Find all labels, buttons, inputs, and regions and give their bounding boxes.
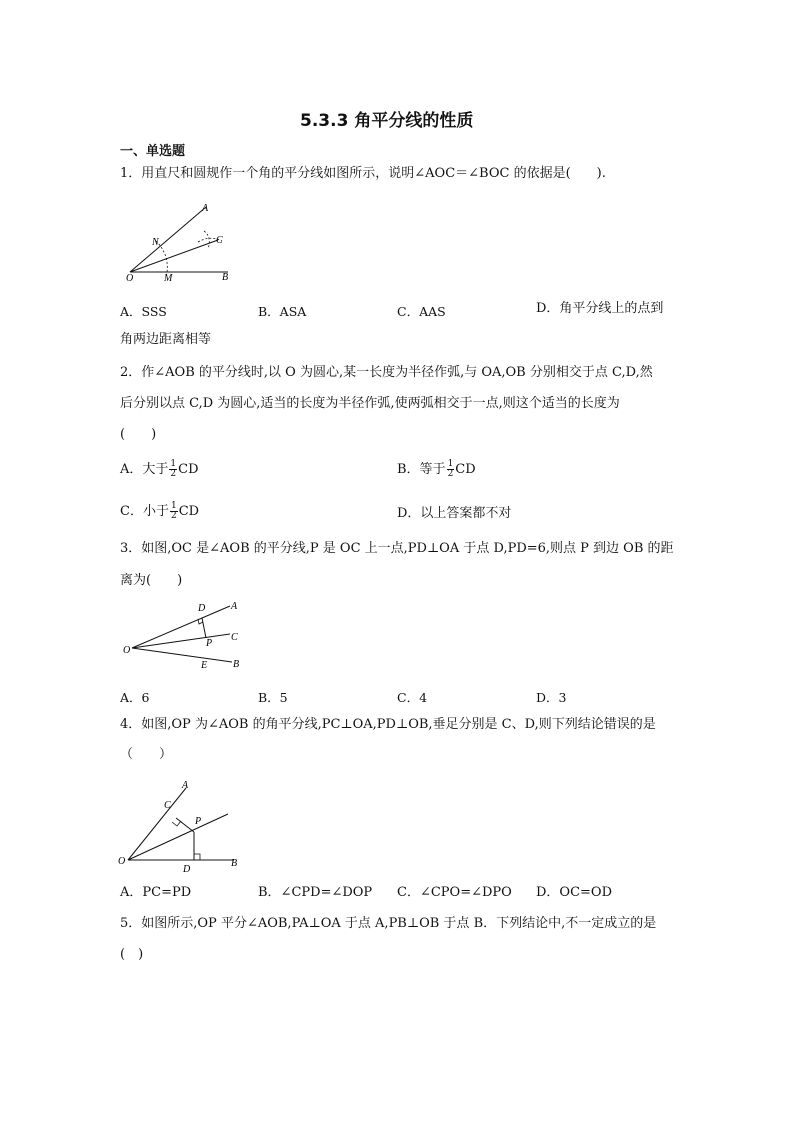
q3-label-e: E [201, 660, 208, 671]
q3-label-p: P [206, 638, 213, 649]
q5-stem-line1: 5．如图所示,OP 平分∠AOB,PA⊥OA 于点 A,PB⊥OB 于点 B．下列结论中,不一定成立的是 [120, 916, 657, 931]
q3-label-a: A [231, 601, 238, 612]
q2-stem-line3: ( ) [120, 427, 157, 442]
q4-option-b[interactable]: B．∠CPD=∠DOP [258, 885, 373, 900]
q4-stem-line1: 4．如图,OP 为∠AOB 的角平分线,PC⊥OA,PD⊥OB,垂足分别是 C、D,则下列结论错误的是 [120, 717, 656, 732]
q1-stem: 1．用直尺和圆规作一个角的平分线如图所示，说明∠AOC＝∠BOC 的依据是( ). [120, 166, 606, 181]
q1-label-c: C [216, 235, 223, 246]
section-heading: 一、单选题 [120, 144, 186, 159]
q2-option-c[interactable]: C．小于 $\frac{1}{2}$ CD [120, 501, 200, 521]
q3-label-d: D [198, 603, 206, 614]
q3-label-o: O [123, 645, 131, 656]
q4-option-d[interactable]: D．OC=OD [536, 885, 613, 900]
q2-stem-line1: 2．作∠AOB 的平分线时,以 O 为圆心,某一长度为半径作弧,与 OA,OB 分别相交于点 C,D,然 [120, 365, 653, 380]
q3-label-c: C [231, 632, 238, 643]
q3-option-c[interactable]: C．4 [397, 690, 428, 705]
page-title: 5.3.3 角平分线的性质 [300, 111, 474, 131]
q1-label-n: N [152, 237, 159, 248]
q4-label-p: P [195, 816, 202, 827]
q1-label-a: A [202, 203, 209, 214]
q1-label-o: O [126, 273, 134, 284]
q1-option-d-cont: 角两边距离相等 [120, 332, 212, 347]
q1-option-a[interactable]: A．SSS [120, 304, 167, 319]
fraction: $\frac{1}{2}$ [170, 501, 177, 521]
q4-label-o: O [118, 856, 126, 867]
q4-figure [116, 776, 246, 876]
q4-label-d: D [183, 864, 191, 875]
q1-option-c[interactable]: C．AAS [397, 304, 446, 319]
q4-option-c[interactable]: C．∠CPO=∠DPO [397, 885, 512, 900]
q3-option-a[interactable]: A．6 [120, 690, 150, 705]
q1-option-b[interactable]: B．ASA [258, 304, 307, 319]
q2-option-b[interactable]: B．等于 $\frac{1}{2}$ CD [397, 459, 476, 479]
q4-stem-line2: （ ） [120, 747, 173, 762]
q4-option-a[interactable]: A．PC=PD [120, 885, 192, 900]
q2-option-d[interactable]: D．以上答案都不对 [397, 506, 512, 521]
q3-option-b[interactable]: B．5 [258, 690, 288, 705]
q1-option-d[interactable]: D．角平分线上的点到 [536, 301, 664, 316]
q3-label-b: B [233, 659, 240, 670]
q1-figure [118, 195, 248, 290]
q4-label-a: A [182, 780, 189, 791]
q4-label-c: C [164, 800, 171, 811]
q2-option-a[interactable]: A．大于 $\frac{1}{2}$ CD [120, 459, 199, 479]
q3-figure [118, 598, 253, 673]
q3-option-d[interactable]: D．3 [536, 690, 567, 705]
q3-stem-line1: 3．如图,OC 是∠AOB 的平分线,P 是 OC 上一点,PD⊥OA 于点 D,PD=6,则点 P 到边 OB 的距 [120, 541, 674, 556]
q1-label-b: B [222, 272, 229, 283]
fraction: $\frac{1}{2}$ [170, 459, 177, 479]
q1-label-m: M [164, 273, 173, 284]
q3-stem-line2: 离为( ) [120, 573, 183, 588]
q4-label-b: B [231, 858, 238, 869]
q5-stem-line2: ( ) [120, 947, 144, 962]
q2-stem-line2: 后分别以点 C,D 为圆心,适当的长度为半径作弧,使两弧相交于一点,则这个适当的长度为 [120, 396, 620, 411]
fraction: $\frac{1}{2}$ [447, 459, 454, 479]
